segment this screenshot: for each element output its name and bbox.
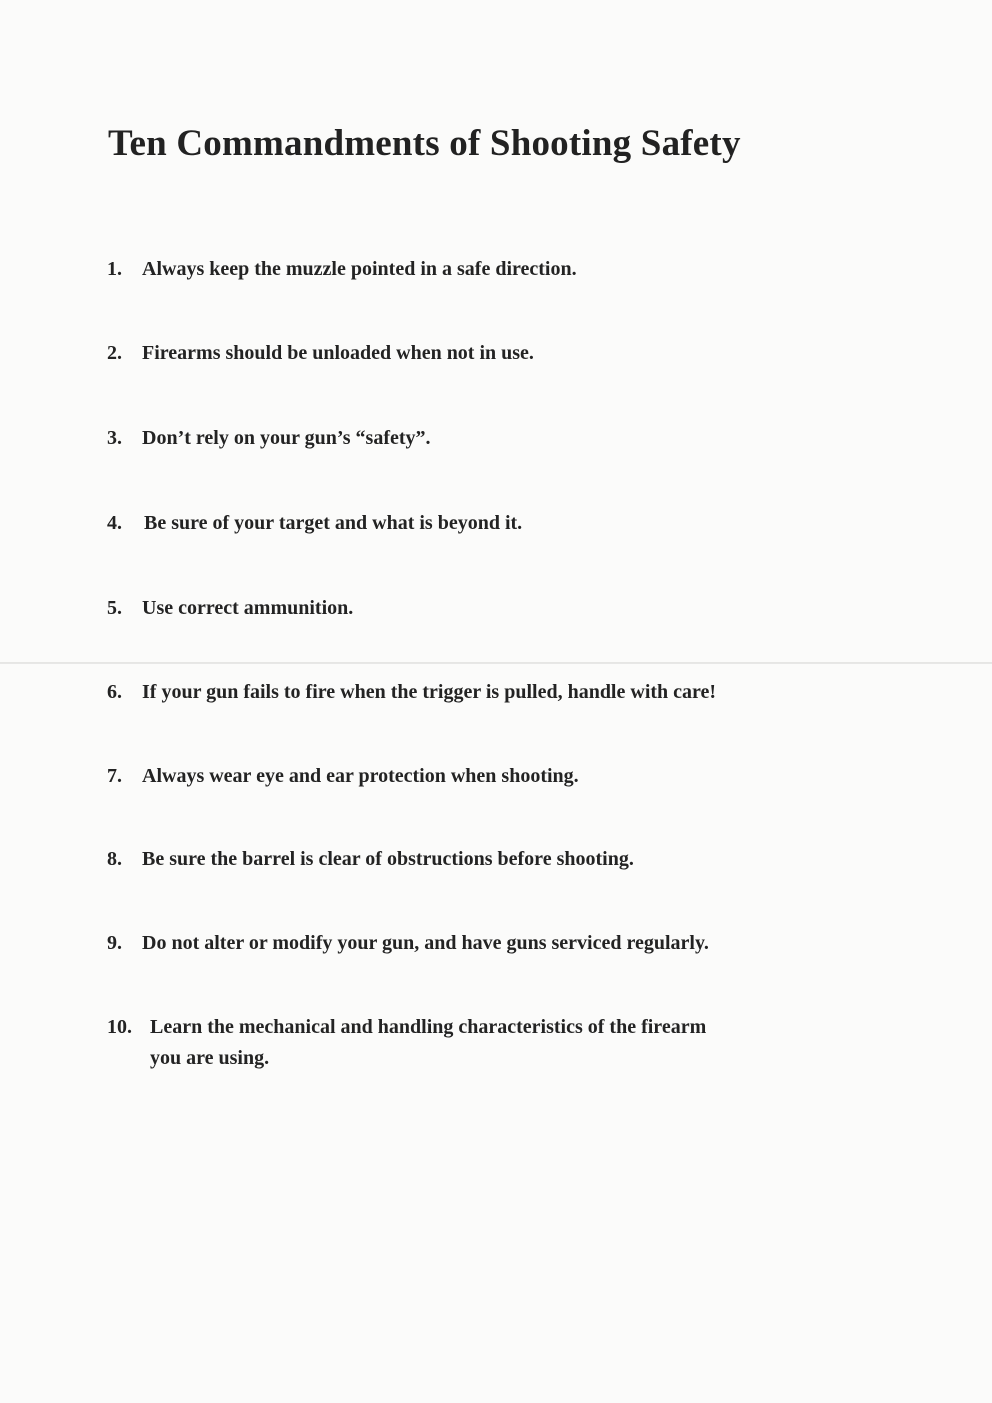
rule-text: Always keep the muzzle pointed in a safe direction. (142, 258, 577, 280)
rule-item-7 (107, 761, 579, 792)
rule-text (150, 1012, 706, 1074)
rule-number: 7. (107, 765, 122, 787)
rule-item-6 (107, 677, 716, 708)
rule-text: Be sure of your target and what is beyond it. (144, 512, 523, 534)
rule-item-10 (107, 1012, 706, 1074)
paper-fold-line (0, 662, 992, 664)
rule-item-2 (107, 338, 534, 369)
rule-text: Use correct ammunition. (142, 597, 354, 619)
rule-number: 8. (107, 848, 122, 870)
rule-text: If your gun fails to fire when the trigger is pulled, handle with care! (142, 681, 717, 703)
rule-number: 1. (107, 258, 122, 280)
rule-number: 2. (107, 342, 122, 364)
rule-number: 4. (107, 512, 122, 534)
rule-item-8 (107, 844, 634, 875)
rule-number: 5. (107, 597, 122, 619)
page-title: Ten Commandments of Shooting Safety (108, 123, 741, 164)
rule-number: 9. (107, 932, 122, 954)
rule-number: 10. (107, 1016, 132, 1038)
rule-item-3 (107, 423, 431, 454)
rule-text: Firearms should be unloaded when not in use. (142, 342, 534, 364)
rule-item-1 (107, 254, 577, 285)
rule-text: Always wear eye and ear protection when shooting. (142, 765, 579, 787)
rule-text: Do not alter or modify your gun, and have guns serviced regularly. (142, 932, 709, 954)
rule-number: 3. (107, 427, 122, 449)
rule-text: Don’t rely on your gun’s “safety”. (142, 427, 431, 449)
rule-text: Be sure the barrel is clear of obstructions before shooting. (142, 848, 634, 870)
rule-item-9 (107, 928, 709, 959)
rule-text-line-2: you are using. (150, 1047, 270, 1069)
rule-text-line-1: Learn the mechanical and handling characteristics of the firearm (150, 1016, 707, 1038)
rule-number: 6. (107, 681, 122, 703)
rule-item-4 (107, 508, 522, 539)
rule-item-5 (107, 593, 353, 624)
